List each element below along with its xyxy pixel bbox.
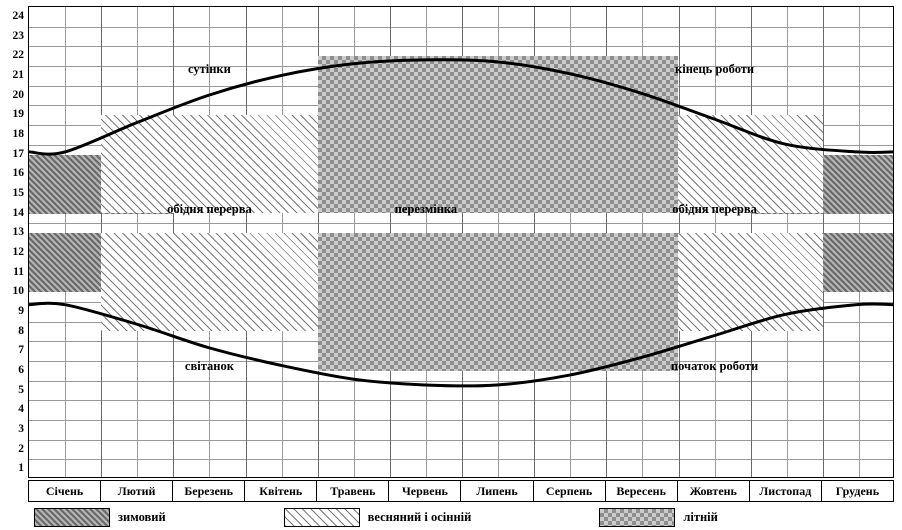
- legend-swatch-spring-autumn: [284, 508, 360, 527]
- y-axis-label: 19: [12, 108, 24, 121]
- annotation-shift-change: перезмінка: [394, 201, 458, 216]
- legend-label-winter: зимовий: [118, 509, 166, 524]
- y-axis-label: 1: [18, 462, 24, 475]
- month-cell-4: Квітень: [245, 480, 317, 502]
- grid-line-horizontal: [29, 223, 893, 224]
- y-axis-label: 6: [18, 363, 24, 376]
- month-cell-3: Березень: [173, 480, 245, 502]
- legend-label-spring-autumn: весняний і осінній: [367, 509, 472, 524]
- legend-swatch-summer: [599, 508, 675, 527]
- y-axis-label: 9: [18, 304, 24, 317]
- y-axis-label: 21: [12, 68, 24, 81]
- y-axis-label: 10: [12, 285, 24, 298]
- y-axis-label: 12: [12, 245, 24, 258]
- month-cell-9: Вересень: [606, 480, 678, 502]
- grid-line-horizontal: [29, 459, 893, 460]
- season-block-spring-autumn-evening-2: [101, 115, 318, 213]
- month-cell-7: Липень: [461, 480, 533, 502]
- grid-line-horizontal: [29, 440, 893, 441]
- legend-label-summer: літній: [683, 509, 718, 524]
- y-axis-label: 5: [18, 383, 24, 396]
- y-axis-label: 24: [12, 9, 24, 22]
- month-cell-6: Червень: [389, 480, 461, 502]
- annotation-dawn: світанок: [184, 358, 234, 373]
- season-block-summer-evening-4: [318, 56, 679, 213]
- y-axis-label: 22: [12, 49, 24, 62]
- y-axis-label: 15: [12, 186, 24, 199]
- month-cell-12: Грудень: [822, 480, 894, 502]
- season-block-spring-autumn-morning-2: [101, 233, 318, 331]
- month-cell-10: Жовтень: [678, 480, 750, 502]
- y-axis-label: 20: [12, 88, 24, 101]
- month-cell-2: Лютий: [101, 480, 173, 502]
- plot-area: [28, 6, 894, 478]
- y-axis: [0, 0, 28, 478]
- y-axis-label: 8: [18, 324, 24, 337]
- y-axis-label: 3: [18, 422, 24, 435]
- y-axis-label: 11: [13, 265, 24, 278]
- annotation-lunch-left: обідня перерва: [167, 201, 252, 216]
- annotation-start-of-work: початок роботи: [670, 358, 759, 373]
- month-cell-11: Листопад: [750, 480, 822, 502]
- y-axis-label: 17: [12, 147, 24, 160]
- annotation-dusk: сутінки: [187, 61, 231, 76]
- month-cell-5: Травень: [317, 480, 389, 502]
- annotation-end-of-work: кінець роботи: [675, 61, 755, 76]
- y-axis-label: 23: [12, 29, 24, 42]
- y-axis-label: 16: [12, 167, 24, 180]
- grid-line-horizontal: [29, 400, 893, 401]
- month-axis: [28, 480, 894, 502]
- y-axis-label: 4: [18, 403, 24, 416]
- legend: [28, 506, 894, 528]
- grid-line-horizontal: [29, 420, 893, 421]
- legend-swatch-winter: [34, 508, 110, 527]
- y-axis-label: 18: [12, 127, 24, 140]
- grid-line-horizontal: [29, 27, 893, 28]
- legend-item-spring-autumn: [284, 507, 472, 527]
- grid-line-horizontal: [29, 381, 893, 382]
- month-cell-1: Січень: [28, 480, 101, 502]
- y-axis-label: 7: [18, 344, 24, 357]
- annotation-lunch-right: обідня перерва: [672, 201, 757, 216]
- grid-line-horizontal: [29, 46, 893, 47]
- season-block-summer-morning-4: [318, 233, 679, 371]
- legend-item-winter: [34, 507, 166, 527]
- legend-item-summer: [599, 507, 718, 527]
- y-axis-label: 14: [12, 206, 24, 219]
- y-axis-label: 2: [18, 442, 24, 455]
- y-axis-label: 13: [12, 226, 24, 239]
- month-cell-8: Серпень: [534, 480, 606, 502]
